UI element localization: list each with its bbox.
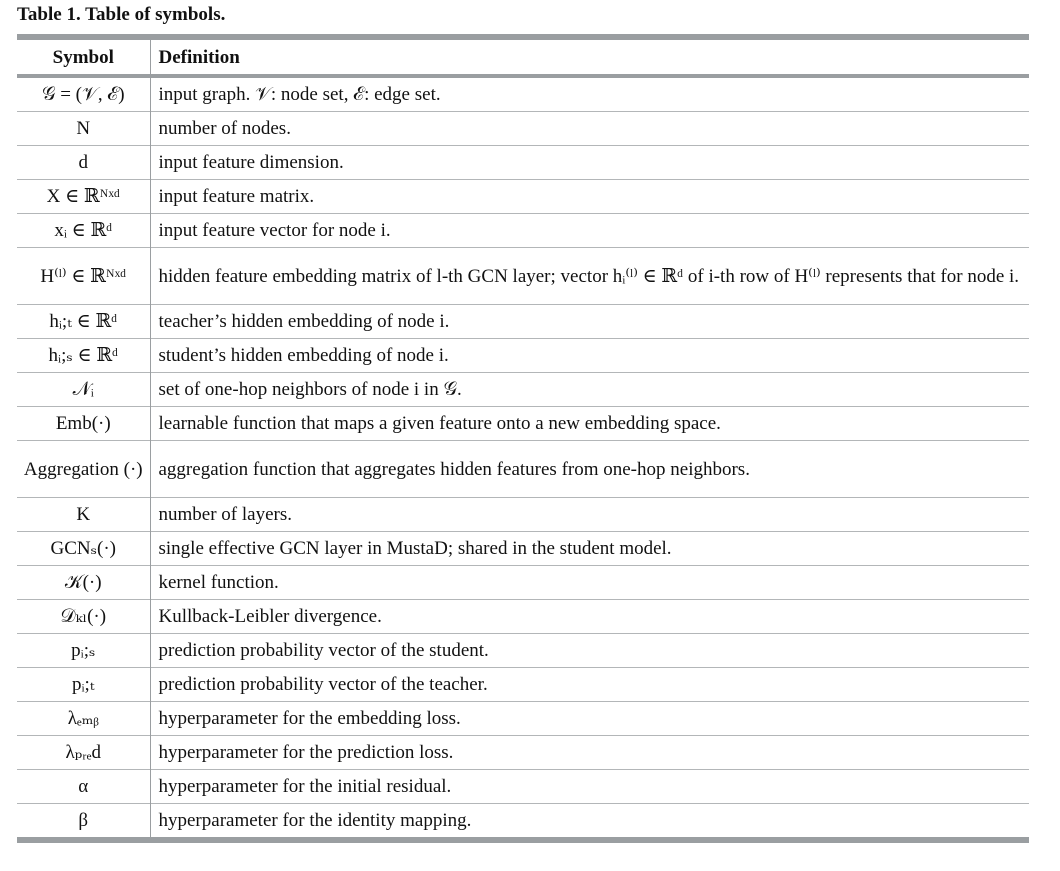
definition-cell: input feature vector for node i. xyxy=(150,214,1029,248)
bottom-rule xyxy=(17,837,1029,843)
definition-cell: set of one-hop neighbors of node i in 𝒢. xyxy=(150,373,1029,407)
symbol-cell: pᵢ;ₛ xyxy=(17,634,150,668)
symbol-cell: hᵢ;ₜ ∈ ℝᵈ xyxy=(17,305,150,339)
table-row xyxy=(17,214,1029,248)
table-row xyxy=(17,634,1029,668)
definition-cell: aggregation function that aggregates hidden features from one-hop neighbors. xyxy=(150,441,1029,498)
table-row xyxy=(17,804,1029,838)
table-row xyxy=(17,305,1029,339)
symbol-cell: GCNₛ(·) xyxy=(17,532,150,566)
definition-cell: hyperparameter for the embedding loss. xyxy=(150,702,1029,736)
symbol-cell: pᵢ;ₜ xyxy=(17,668,150,702)
definition-cell: learnable function that maps a given feature onto a new embedding space. xyxy=(150,407,1029,441)
symbol-cell: d xyxy=(17,146,150,180)
table-row xyxy=(17,78,1029,112)
table-body xyxy=(17,78,1029,837)
table-row xyxy=(17,180,1029,214)
symbol-cell: 𝒩ᵢ xyxy=(17,373,150,407)
symbol-cell: 𝒦(·) xyxy=(17,566,150,600)
symbol-cell: α xyxy=(17,770,150,804)
definition-cell: input graph. 𝒱: node set, ℰ: edge set. xyxy=(150,78,1029,112)
definition-cell: kernel function. xyxy=(150,566,1029,600)
definition-cell: hyperparameter for the identity mapping. xyxy=(150,804,1029,838)
definition-cell: hidden feature embedding matrix of l-th GCN layer; vector hᵢ⁽ˡ⁾ ∈ ℝᵈ of i-th row of H⁽ˡ⁾ represents that for node i. xyxy=(150,248,1029,305)
table-row xyxy=(17,441,1029,498)
definition-cell: hyperparameter for the initial residual. xyxy=(150,770,1029,804)
table-header xyxy=(17,40,1029,74)
table-row xyxy=(17,373,1029,407)
symbol-cell: Emb(·) xyxy=(17,407,150,441)
table-row xyxy=(17,112,1029,146)
symbol-cell: hᵢ;ₛ ∈ ℝᵈ xyxy=(17,339,150,373)
table-row xyxy=(17,770,1029,804)
symbol-cell: Aggregation (·) xyxy=(17,441,150,498)
definition-cell: prediction probability vector of the student. xyxy=(150,634,1029,668)
table-caption: Table 1. Table of symbols. xyxy=(17,4,226,25)
symbol-cell: 𝒢 = (𝒱, ℰ) xyxy=(41,84,125,105)
symbol-cell: xᵢ ∈ ℝᵈ xyxy=(17,214,150,248)
table-row xyxy=(17,407,1029,441)
table-row xyxy=(17,146,1029,180)
symbol-cell: X ∈ ℝᴺˣᵈ xyxy=(17,180,150,214)
table-row xyxy=(17,532,1029,566)
table-row xyxy=(17,248,1029,305)
symbol-cell: λₑₘᵦ xyxy=(17,702,150,736)
table-row xyxy=(17,668,1029,702)
table-row xyxy=(17,498,1029,532)
symbol-cell: K xyxy=(17,498,150,532)
definition-cell: input feature matrix. xyxy=(150,180,1029,214)
definition-cell: number of layers. xyxy=(150,498,1029,532)
header-symbol: Symbol xyxy=(52,46,114,68)
symbol-cell: N xyxy=(17,112,150,146)
table-row xyxy=(17,702,1029,736)
definition-cell: student’s hidden embedding of node i. xyxy=(150,339,1029,373)
symbol-cell: λₚᵣₑd xyxy=(17,736,150,770)
definition-cell: single effective GCN layer in MustaD; shared in the student model. xyxy=(150,532,1029,566)
symbol-cell: H⁽ˡ⁾ ∈ ℝᴺˣᵈ xyxy=(17,248,150,305)
table-row xyxy=(17,736,1029,770)
table-row xyxy=(17,566,1029,600)
definition-cell: prediction probability vector of the teacher. xyxy=(150,668,1029,702)
header-definition: Definition xyxy=(150,40,1029,74)
symbols-table xyxy=(17,34,1029,843)
definition-cell: teacher’s hidden embedding of node i. xyxy=(150,305,1029,339)
symbol-cell: β xyxy=(17,804,150,838)
definition-cell: hyperparameter for the prediction loss. xyxy=(150,736,1029,770)
table-row xyxy=(17,600,1029,634)
definition-cell: input feature dimension. xyxy=(150,146,1029,180)
definition-cell: number of nodes. xyxy=(150,112,1029,146)
definition-cell: Kullback-Leibler divergence. xyxy=(150,600,1029,634)
table-row xyxy=(17,339,1029,373)
symbol-cell: 𝒟ₖₗ(·) xyxy=(17,600,150,634)
